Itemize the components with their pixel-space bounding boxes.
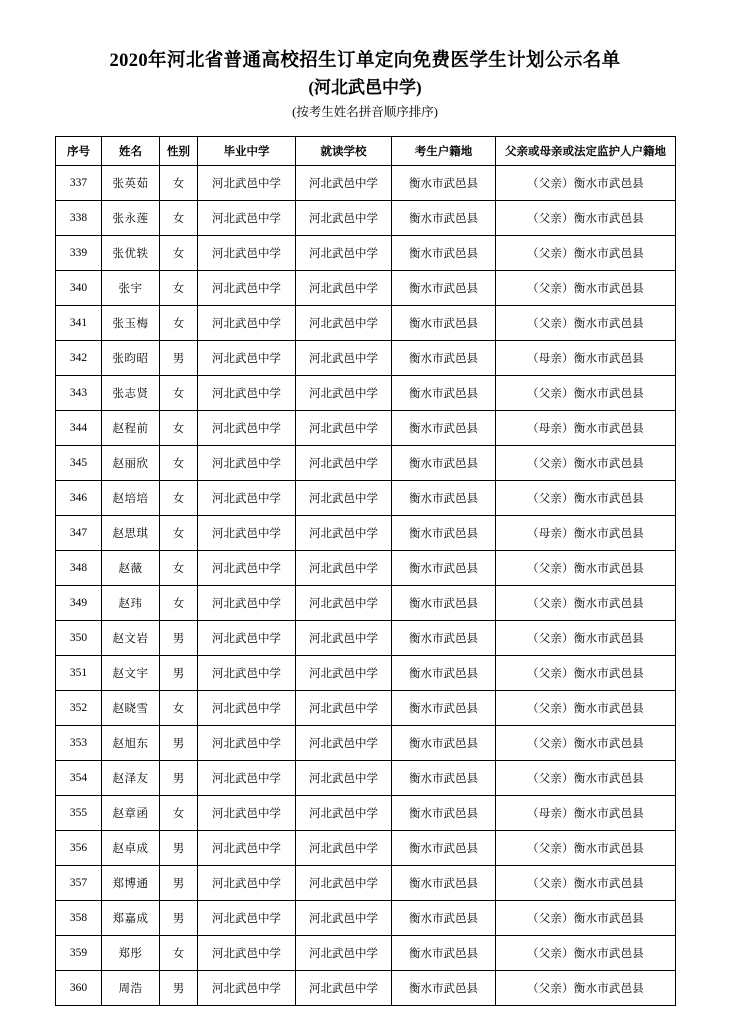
document-header <box>55 0 675 122</box>
table-row <box>56 655 676 690</box>
cell-gender: 女 <box>160 305 198 340</box>
cell-index: 344 <box>56 410 102 445</box>
cell-graduation-school: 河北武邑中学 <box>198 970 296 1005</box>
cell-name: 郑嘉成 <box>102 900 160 935</box>
cell-graduation-school: 河北武邑中学 <box>198 515 296 550</box>
cell-index: 349 <box>56 585 102 620</box>
cell-attending-school: 河北武邑中学 <box>296 375 392 410</box>
cell-index: 354 <box>56 760 102 795</box>
table-row <box>56 340 676 375</box>
cell-gender: 女 <box>160 165 198 200</box>
table-row <box>56 550 676 585</box>
cell-graduation-school: 河北武邑中学 <box>198 725 296 760</box>
cell-candidate-residence: 衡水市武邑县 <box>392 165 496 200</box>
cell-attending-school: 河北武邑中学 <box>296 200 392 235</box>
cell-gender: 女 <box>160 515 198 550</box>
cell-index: 350 <box>56 620 102 655</box>
cell-guardian-residence: （父亲）衡水市武邑县 <box>496 935 676 970</box>
cell-candidate-residence: 衡水市武邑县 <box>392 935 496 970</box>
cell-gender: 男 <box>160 865 198 900</box>
cell-index: 343 <box>56 375 102 410</box>
cell-guardian-residence: （母亲）衡水市武邑县 <box>496 410 676 445</box>
cell-index: 358 <box>56 900 102 935</box>
cell-attending-school: 河北武邑中学 <box>296 515 392 550</box>
cell-guardian-residence: （父亲）衡水市武邑县 <box>496 760 676 795</box>
cell-name: 赵玮 <box>102 585 160 620</box>
cell-gender: 男 <box>160 655 198 690</box>
cell-guardian-residence: （母亲）衡水市武邑县 <box>496 515 676 550</box>
cell-gender: 男 <box>160 830 198 865</box>
sort-note: (按考生姓名拼音顺序排序) <box>292 105 438 120</box>
cell-name: 郑博通 <box>102 865 160 900</box>
cell-graduation-school: 河北武邑中学 <box>198 690 296 725</box>
cell-gender: 男 <box>160 760 198 795</box>
cell-attending-school: 河北武邑中学 <box>296 655 392 690</box>
cell-attending-school: 河北武邑中学 <box>296 165 392 200</box>
cell-attending-school: 河北武邑中学 <box>296 725 392 760</box>
cell-attending-school: 河北武邑中学 <box>296 410 392 445</box>
cell-graduation-school: 河北武邑中学 <box>198 375 296 410</box>
cell-name: 周浩 <box>102 970 160 1005</box>
cell-attending-school: 河北武邑中学 <box>296 585 392 620</box>
cell-attending-school: 河北武邑中学 <box>296 760 392 795</box>
cell-attending-school: 河北武邑中学 <box>296 305 392 340</box>
cell-graduation-school: 河北武邑中学 <box>198 305 296 340</box>
cell-candidate-residence: 衡水市武邑县 <box>392 305 496 340</box>
cell-index: 340 <box>56 270 102 305</box>
cell-attending-school: 河北武邑中学 <box>296 340 392 375</box>
cell-guardian-residence: （父亲）衡水市武邑县 <box>496 970 676 1005</box>
cell-graduation-school: 河北武邑中学 <box>198 795 296 830</box>
cell-gender: 男 <box>160 970 198 1005</box>
cell-index: 353 <box>56 725 102 760</box>
cell-index: 348 <box>56 550 102 585</box>
cell-index: 355 <box>56 795 102 830</box>
cell-name: 赵思琪 <box>102 515 160 550</box>
page-title: 2020年河北省普通高校招生订单定向免费医学生计划公示名单 <box>109 51 621 71</box>
cell-guardian-residence: （父亲）衡水市武邑县 <box>496 165 676 200</box>
column-header-attending-school: 就读学校 <box>296 136 392 165</box>
cell-gender: 男 <box>160 900 198 935</box>
cell-name: 赵薇 <box>102 550 160 585</box>
cell-guardian-residence: （母亲）衡水市武邑县 <box>496 795 676 830</box>
table-row <box>56 935 676 970</box>
cell-graduation-school: 河北武邑中学 <box>198 340 296 375</box>
cell-guardian-residence: （父亲）衡水市武邑县 <box>496 480 676 515</box>
cell-guardian-residence: （父亲）衡水市武邑县 <box>496 620 676 655</box>
cell-graduation-school: 河北武邑中学 <box>198 760 296 795</box>
cell-candidate-residence: 衡水市武邑县 <box>392 830 496 865</box>
cell-gender: 女 <box>160 690 198 725</box>
cell-name: 赵程前 <box>102 410 160 445</box>
table-row <box>56 445 676 480</box>
cell-attending-school: 河北武邑中学 <box>296 795 392 830</box>
cell-guardian-residence: （父亲）衡水市武邑县 <box>496 305 676 340</box>
cell-guardian-residence: （父亲）衡水市武邑县 <box>496 445 676 480</box>
cell-graduation-school: 河北武邑中学 <box>198 480 296 515</box>
cell-index: 337 <box>56 165 102 200</box>
cell-name: 张永莲 <box>102 200 160 235</box>
cell-graduation-school: 河北武邑中学 <box>198 830 296 865</box>
column-header-graduation-school: 毕业中学 <box>198 136 296 165</box>
cell-candidate-residence: 衡水市武邑县 <box>392 235 496 270</box>
cell-graduation-school: 河北武邑中学 <box>198 620 296 655</box>
table-row <box>56 270 676 305</box>
cell-index: 347 <box>56 515 102 550</box>
cell-guardian-residence: （父亲）衡水市武邑县 <box>496 830 676 865</box>
cell-graduation-school: 河北武邑中学 <box>198 900 296 935</box>
cell-graduation-school: 河北武邑中学 <box>198 235 296 270</box>
table-row <box>56 200 676 235</box>
cell-attending-school: 河北武邑中学 <box>296 690 392 725</box>
cell-candidate-residence: 衡水市武邑县 <box>392 900 496 935</box>
cell-name: 赵泽友 <box>102 760 160 795</box>
cell-gender: 女 <box>160 270 198 305</box>
cell-attending-school: 河北武邑中学 <box>296 865 392 900</box>
cell-guardian-residence: （父亲）衡水市武邑县 <box>496 865 676 900</box>
cell-guardian-residence: （父亲）衡水市武邑县 <box>496 655 676 690</box>
cell-name: 张玉梅 <box>102 305 160 340</box>
table-row <box>56 865 676 900</box>
cell-index: 356 <box>56 830 102 865</box>
column-header-candidate-residence: 考生户籍地 <box>392 136 496 165</box>
cell-guardian-residence: （父亲）衡水市武邑县 <box>496 900 676 935</box>
cell-index: 345 <box>56 445 102 480</box>
cell-name: 赵丽欣 <box>102 445 160 480</box>
cell-attending-school: 河北武邑中学 <box>296 830 392 865</box>
table-row <box>56 795 676 830</box>
roster-table <box>55 136 676 1006</box>
cell-candidate-residence: 衡水市武邑县 <box>392 340 496 375</box>
cell-attending-school: 河北武邑中学 <box>296 620 392 655</box>
cell-guardian-residence: （父亲）衡水市武邑县 <box>496 550 676 585</box>
cell-candidate-residence: 衡水市武邑县 <box>392 410 496 445</box>
cell-candidate-residence: 衡水市武邑县 <box>392 515 496 550</box>
table-row <box>56 305 676 340</box>
cell-graduation-school: 河北武邑中学 <box>198 200 296 235</box>
cell-guardian-residence: （母亲）衡水市武邑县 <box>496 340 676 375</box>
cell-name: 赵文岩 <box>102 620 160 655</box>
cell-candidate-residence: 衡水市武邑县 <box>392 865 496 900</box>
table-row <box>56 165 676 200</box>
cell-gender: 女 <box>160 410 198 445</box>
cell-guardian-residence: （父亲）衡水市武邑县 <box>496 200 676 235</box>
cell-graduation-school: 河北武邑中学 <box>198 550 296 585</box>
table-row <box>56 515 676 550</box>
cell-index: 352 <box>56 690 102 725</box>
cell-graduation-school: 河北武邑中学 <box>198 165 296 200</box>
cell-candidate-residence: 衡水市武邑县 <box>392 270 496 305</box>
cell-attending-school: 河北武邑中学 <box>296 270 392 305</box>
cell-candidate-residence: 衡水市武邑县 <box>392 480 496 515</box>
cell-graduation-school: 河北武邑中学 <box>198 935 296 970</box>
table-body <box>56 165 676 1005</box>
cell-index: 346 <box>56 480 102 515</box>
cell-name: 赵文宇 <box>102 655 160 690</box>
cell-attending-school: 河北武邑中学 <box>296 235 392 270</box>
cell-name: 张志贤 <box>102 375 160 410</box>
cell-candidate-residence: 衡水市武邑县 <box>392 655 496 690</box>
cell-guardian-residence: （父亲）衡水市武邑县 <box>496 585 676 620</box>
cell-graduation-school: 河北武邑中学 <box>198 445 296 480</box>
cell-guardian-residence: （父亲）衡水市武邑县 <box>496 235 676 270</box>
table-header <box>56 136 676 165</box>
cell-index: 338 <box>56 200 102 235</box>
cell-candidate-residence: 衡水市武邑县 <box>392 445 496 480</box>
cell-graduation-school: 河北武邑中学 <box>198 585 296 620</box>
table-row <box>56 725 676 760</box>
cell-name: 张英茹 <box>102 165 160 200</box>
cell-candidate-residence: 衡水市武邑县 <box>392 970 496 1005</box>
column-header-name: 姓名 <box>102 136 160 165</box>
cell-attending-school: 河北武邑中学 <box>296 550 392 585</box>
cell-guardian-residence: （父亲）衡水市武邑县 <box>496 270 676 305</box>
cell-candidate-residence: 衡水市武邑县 <box>392 200 496 235</box>
table-row <box>56 760 676 795</box>
table-row <box>56 235 676 270</box>
column-header-guardian-residence: 父亲或母亲或法定监护人户籍地 <box>496 136 676 165</box>
table-row <box>56 970 676 1005</box>
cell-gender: 男 <box>160 620 198 655</box>
cell-candidate-residence: 衡水市武邑县 <box>392 375 496 410</box>
table-row <box>56 375 676 410</box>
cell-gender: 女 <box>160 480 198 515</box>
cell-index: 351 <box>56 655 102 690</box>
cell-index: 339 <box>56 235 102 270</box>
cell-gender: 男 <box>160 340 198 375</box>
cell-graduation-school: 河北武邑中学 <box>198 865 296 900</box>
table-row <box>56 690 676 725</box>
cell-name: 郑彤 <box>102 935 160 970</box>
table-row <box>56 830 676 865</box>
cell-candidate-residence: 衡水市武邑县 <box>392 690 496 725</box>
cell-name: 赵旭东 <box>102 725 160 760</box>
column-header-index: 序号 <box>56 136 102 165</box>
cell-graduation-school: 河北武邑中学 <box>198 410 296 445</box>
table-row <box>56 585 676 620</box>
cell-attending-school: 河北武邑中学 <box>296 900 392 935</box>
cell-name: 张宇 <box>102 270 160 305</box>
cell-attending-school: 河北武邑中学 <box>296 970 392 1005</box>
cell-index: 359 <box>56 935 102 970</box>
cell-gender: 女 <box>160 375 198 410</box>
cell-index: 360 <box>56 970 102 1005</box>
cell-index: 357 <box>56 865 102 900</box>
cell-graduation-school: 河北武邑中学 <box>198 655 296 690</box>
cell-name: 赵培培 <box>102 480 160 515</box>
cell-attending-school: 河北武邑中学 <box>296 445 392 480</box>
cell-name: 张优轶 <box>102 235 160 270</box>
cell-candidate-residence: 衡水市武邑县 <box>392 550 496 585</box>
cell-name: 赵卓成 <box>102 830 160 865</box>
cell-gender: 女 <box>160 550 198 585</box>
cell-gender: 女 <box>160 235 198 270</box>
table-row <box>56 480 676 515</box>
cell-name: 张昀昭 <box>102 340 160 375</box>
cell-gender: 女 <box>160 935 198 970</box>
cell-name: 赵章函 <box>102 795 160 830</box>
cell-candidate-residence: 衡水市武邑县 <box>392 725 496 760</box>
cell-graduation-school: 河北武邑中学 <box>198 270 296 305</box>
cell-candidate-residence: 衡水市武邑县 <box>392 585 496 620</box>
table-row <box>56 900 676 935</box>
cell-gender: 男 <box>160 725 198 760</box>
cell-attending-school: 河北武邑中学 <box>296 935 392 970</box>
cell-guardian-residence: （父亲）衡水市武邑县 <box>496 725 676 760</box>
cell-gender: 女 <box>160 445 198 480</box>
cell-name: 赵晓雪 <box>102 690 160 725</box>
cell-guardian-residence: （父亲）衡水市武邑县 <box>496 690 676 725</box>
cell-candidate-residence: 衡水市武邑县 <box>392 795 496 830</box>
cell-gender: 女 <box>160 585 198 620</box>
page-subtitle: (河北武邑中学) <box>308 77 422 97</box>
table-row <box>56 620 676 655</box>
cell-attending-school: 河北武邑中学 <box>296 480 392 515</box>
cell-index: 341 <box>56 305 102 340</box>
table-header-row <box>56 136 676 165</box>
column-header-gender: 性别 <box>160 136 198 165</box>
cell-gender: 女 <box>160 795 198 830</box>
table-row <box>56 410 676 445</box>
cell-index: 342 <box>56 340 102 375</box>
cell-candidate-residence: 衡水市武邑县 <box>392 760 496 795</box>
cell-guardian-residence: （父亲）衡水市武邑县 <box>496 375 676 410</box>
cell-gender: 女 <box>160 200 198 235</box>
cell-candidate-residence: 衡水市武邑县 <box>392 620 496 655</box>
